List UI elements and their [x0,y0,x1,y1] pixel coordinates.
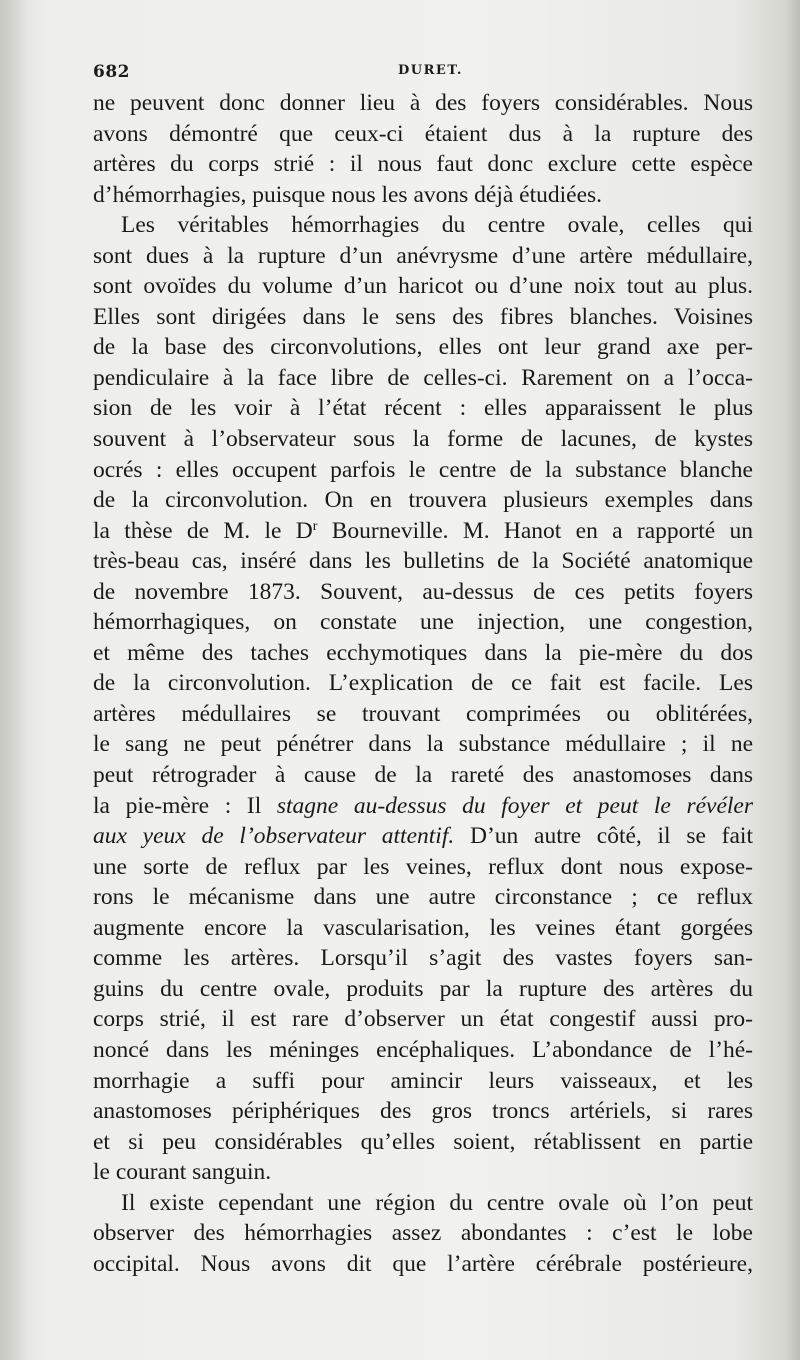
text-line: de la base des circonvolutions, elles ont leur grand axe per- [93,334,753,361]
page-edge-shadow [786,0,800,1360]
text-line: sont ovoïdes du volume d’un haricot ou d’une noix tout au plus. [93,273,753,300]
page-gutter-shadow [0,0,28,1360]
text-line: une sorte de reflux par les veines, reflux dont nous expose- [93,853,753,880]
text-line: sion de les voir à l’état récent : elles apparaissent le plus [93,395,753,422]
text-line: artères du corps strié : il nous faut donc exclure cette espèce [93,151,753,178]
text-segment: D [295,517,313,544]
text-line: artères médullaires se trouvant comprimées ou oblitérées, [93,700,753,727]
text-line: augmente encore la vascularisation, les veines étant gorgées [93,914,753,941]
text-line: de la circonvolution. On en trouvera plusieurs exemples dans [93,487,753,514]
text-segment: Bourneville. M. Hanot en a rapporté un [317,517,753,544]
page-number: 682 [93,62,130,82]
text-line: souvent à l’observateur sous la forme de lacunes, de kystes [93,426,753,453]
text-line: Il existe cependant une région du centre ovale où l’on peut [121,1189,753,1216]
text-line: de la circonvolution. L’explication de ce fait est facile. Les [93,670,753,697]
running-head: DURET. [398,63,463,78]
text-line: avons démontré que ceux-ci étaient dus à la rupture des [93,120,753,147]
text-line: le courant sanguin. [93,1159,272,1186]
text-line: d’hémorrhagies, puisque nous les avons déjà étudiées. [93,181,603,208]
text-line: occipital. Nous avons dit que l’artère cérébrale postérieure, [93,1250,753,1277]
text-line: pendiculaire à la face libre de celles-ci. Rarement on a l’occa- [93,364,753,391]
text-line [93,791,753,822]
text-line: ne peuvent donc donner lieu à des foyers considérables. Nous [93,90,753,116]
text-line: et si peu considérables qu’elles soient, rétablissent en partie [93,1128,753,1155]
text-line [93,516,753,547]
text-line: sont dues à la rupture d’un anévrysme d’une artère médullaire, [93,242,753,269]
text-line: le sang ne peut pénétrer dans la substance médullaire ; il ne [93,731,753,758]
text-segment: la pie-mère : Il [93,792,277,819]
text-line: de novembre 1873. Souvent, au-dessus de ces petits foyers [93,578,753,605]
text-line: comme les artères. Lorsqu’il s’agit des vastes foyers san- [93,945,753,972]
text-line: anastomoses périphériques des gros troncs artériels, si rares [93,1098,753,1125]
text-line: guins du centre ovale, produits par la rupture des artères du [93,975,753,1002]
text-line: morrhagie a suffi pour amincir leurs vaisseaux, et les [93,1067,753,1094]
text-line: observer des hémorrhagies assez abondantes : c’est le lobe [93,1220,753,1247]
text-line: noncé dans les méninges encéphaliques. L’abondance de l’hé- [93,1036,753,1063]
page-header [93,62,753,86]
body-text [93,88,753,1279]
text-line: peut rétrograder à cause de la rareté des anastomoses dans [93,762,753,789]
text-line: rons le mécanisme dans une autre circonstance ; ce reflux [93,884,753,911]
superscript: r [312,518,318,534]
text-line: Elles sont dirigées dans le sens des fibres blanches. Voisines [93,303,753,330]
text-line: ocrés : elles occupent parfois le centre de la substance blanche [93,456,753,483]
text-line: hémorrhagiques, on constate une injection, une congestion, [93,609,753,636]
italic-text: aux yeux de l’observateur attentif. [93,823,455,850]
text-line: et même des taches ecchymotiques dans la pie-mère du dos [93,639,753,666]
text-line: corps strié, il est rare d’observer un état congestif aussi pro- [93,1006,753,1033]
text-segment: la thèse de M. le [93,517,296,544]
text-line [93,821,753,852]
italic-text: stagne au-dessus du foyer et peut le révéler [276,792,753,819]
text-line: Les véritables hémorrhagies du centre ovale, celles qui [121,212,753,239]
text-line: très-beau cas, inséré dans les bulletins de la Société anatomique [93,548,753,575]
text-segment: D’un autre côté, il se fait [454,823,753,850]
